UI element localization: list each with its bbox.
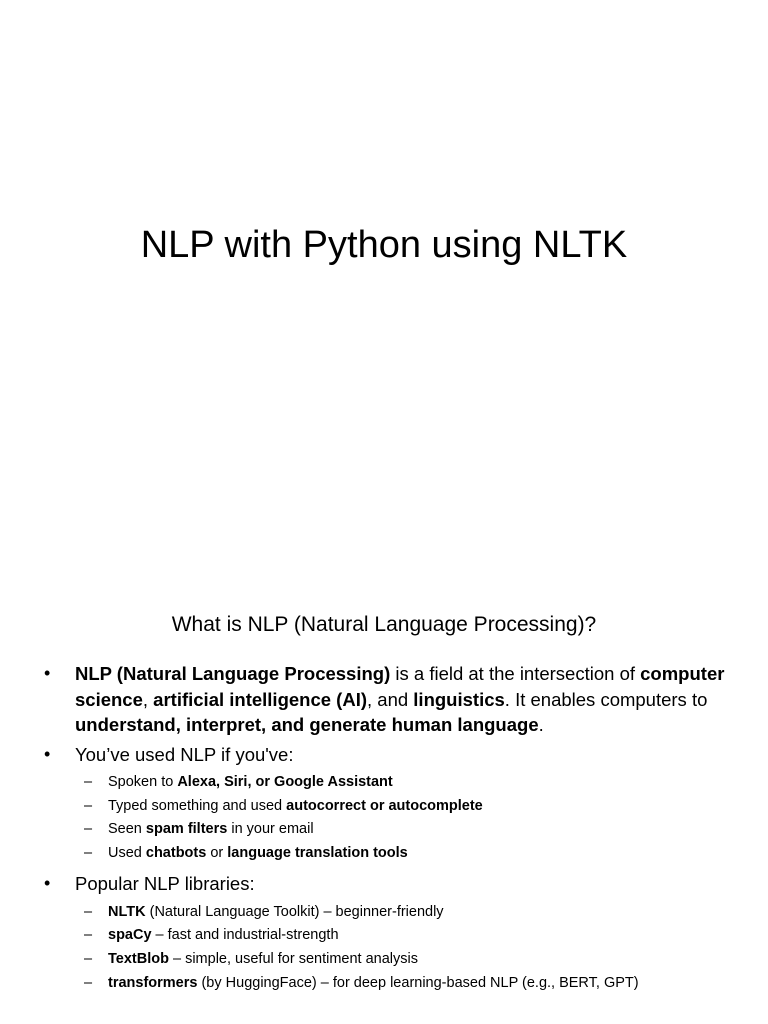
list-item: – transformers (by HuggingFace) – for deep learning-based NLP (e.g., BERT, GPT) [40,972,740,996]
list-item: – Typed something and used autocorrect or autocomplete [40,795,740,819]
bullet-icon: • [44,663,51,683]
list-item: – Spoken to Alexa, Siri, or Google Assistant [40,771,740,795]
list-item: – spaCy – fast and industrial-strength [40,924,740,948]
used-nlp-list [40,771,740,865]
dash-icon: – [84,844,93,861]
term-understand: understand, interpret, and generate human language [75,714,539,735]
list-item: – Seen spam filters in your email [40,818,740,842]
content-slide [0,576,768,1024]
list-item: – Used chatbots or language translation tools [40,842,740,866]
term-nlp: NLP (Natural Language Processing) [75,663,391,684]
term-computer-science: computer science [75,663,725,710]
dash-icon: – [84,951,93,968]
dash-icon: – [84,927,93,944]
list-item: – TextBlob – simple, useful for sentiment analysis [40,948,740,972]
bullet-popular-libraries: • Popular NLP libraries: [40,871,740,897]
term-ai: artificial intelligence (AI) [153,688,367,710]
dash-icon: – [84,974,93,991]
libraries-list [40,901,740,995]
dash-icon: – [84,797,93,814]
slide-body [40,661,740,1001]
dash-icon: – [84,821,93,838]
bullet-used-nlp: • You’ve used NLP if you've: [40,742,740,768]
list-item: – NLTK (Natural Language Toolkit) – beginner-friendly [40,901,740,925]
slide-heading: What is NLP (Natural Language Processing)? [171,613,597,636]
bullet-icon: • [44,873,51,894]
term-linguistics: linguistics [413,688,505,710]
bullet-nlp-definition: • NLP (Natural Language Processing) is a field at the intersection of computer science, artificial intelligence (AI), and linguistics. It enables computers to understand, interpret, and generate human language. [44,663,725,735]
slide-title: NLP with Python using NLTK [140,224,628,266]
dash-icon: – [84,774,93,790]
bullet-icon: • [44,743,51,764]
dash-icon: – [84,903,93,920]
